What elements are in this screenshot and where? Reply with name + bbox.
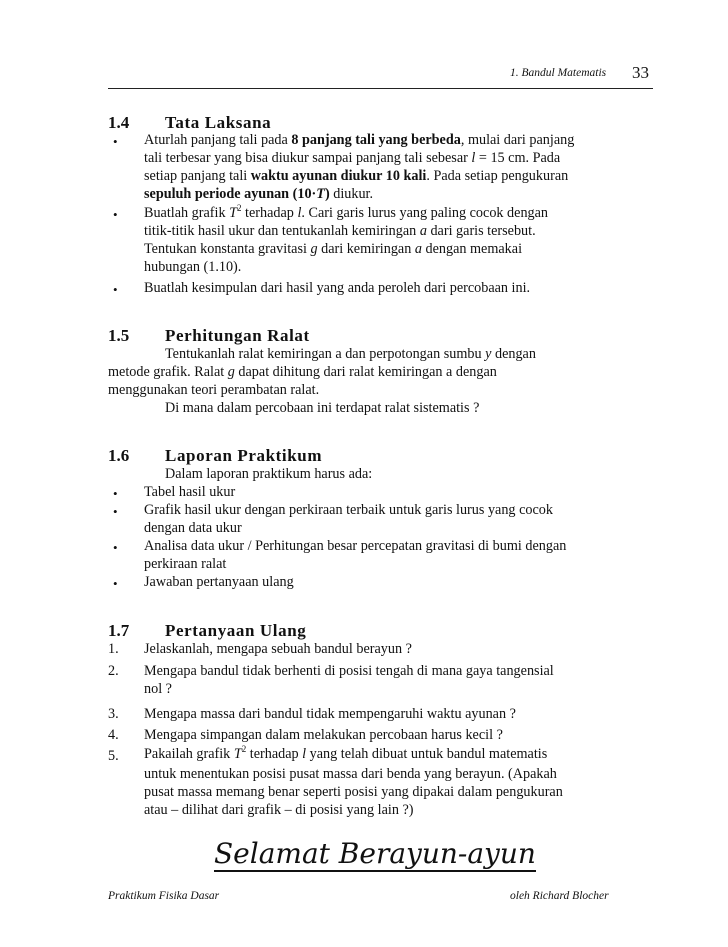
paragraph-line: tali terbesar yang bisa diukur sampai panjang tali sebesar l = 15 cm. Pada [144,150,561,166]
bullet: • [113,486,118,501]
paragraph-line: menggunakan teori perambatan ralat. [108,382,320,398]
bullet: • [113,576,118,591]
paragraph-line: titik-titik hasil ukur dan tentukanlah kemiringan a dari garis tersebut. [144,223,536,239]
question-text: Mengapa massa dari bandul tidak mempengaruhi waktu ayunan ? [144,706,516,722]
question-number: 3. [108,706,119,722]
question-number: 2. [108,663,119,679]
footer-left: Praktikum Fisika Dasar [108,890,220,902]
list-item: perkiraan ralat [144,556,227,572]
section-number: 1.4 [108,113,130,132]
section-title: Tata Laksana [165,113,272,132]
question-number: 4. [108,727,119,743]
list-item: dengan data ukur [144,520,242,536]
paragraph-line: Tentukanlah ralat kemiringan a dan perpotongan sumbu y dengan [165,346,536,362]
header-rule [108,88,653,89]
section-title: Perhitungan Ralat [165,326,310,345]
page-number: 33 [632,63,649,82]
section-title: Laporan Praktikum [165,446,323,465]
bullet: • [113,134,118,149]
paragraph-line: Buatlah grafik $T^2$ terhadap l. Cari garis lurus yang paling cocok dengan [144,203,549,221]
question-number: 1. [108,641,119,657]
bullet: • [113,282,118,297]
list-item: Grafik hasil ukur dengan perkiraan terbaik untuk garis lurus yang cocok [144,502,553,518]
paragraph-line: metode grafik. Ralat g dapat dihitung dari ralat kemiringan a dengan [108,364,497,380]
section-heading-1-4 [108,113,271,133]
question-text: untuk menentukan posisi pusat massa dari benda yang berayun. (Apakah [144,766,557,782]
bullet: • [113,540,118,555]
running-header-chapter: 1. Bandul Matematis [510,67,607,79]
list-item: Tabel hasil ukur [144,484,236,500]
bullet: • [113,504,118,519]
section-heading-1-7 [108,621,306,641]
question-text: Mengapa simpangan dalam melakukan percobaan harus kecil ? [144,727,503,743]
question-text: nol ? [144,681,172,697]
paragraph-line: Buatlah kesimpulan dari hasil yang anda peroleh dari percobaan ini. [144,280,531,296]
bullet: • [113,207,118,222]
section-heading-1-6 [108,446,322,466]
paragraph-line: sepuluh periode ayunan (10·T) diukur. [144,186,374,202]
closing-remark: Selamat Berayun-ayun [214,837,536,870]
paragraph-line: hubungan (1.10). [144,259,242,275]
question-text: pusat massa memang benar seperti posisi yang dipakai dalam pengukuran [144,784,563,800]
question-text: Mengapa bandul tidak berhenti di posisi tengah di mana gaya tangensial [144,663,554,679]
footer-right: oleh Richard Blocher [510,890,609,902]
paragraph-line: Dalam laporan praktikum harus ada: [165,466,373,482]
section-number: 1.6 [108,446,130,465]
section-heading-1-5 [108,326,310,346]
paragraph-line: setiap panjang tali waktu ayunan diukur 10 kali. Pada setiap pengukuran [144,168,569,184]
section-number: 1.5 [108,326,130,345]
paragraph-line: Tentukan konstanta gravitasi g dari kemiringan a dengan memakai [144,241,523,257]
question-text: Jelaskanlah, mengapa sebuah bandul berayun ? [144,641,412,657]
section-title: Pertanyaan Ulang [165,621,307,640]
list-item: Analisa data ukur / Perhitungan besar percepatan gravitasi di bumi dengan [144,538,567,554]
section-number: 1.7 [108,621,130,640]
question-text: Pakailah grafik $T^2$ terhadap l yang telah dibuat untuk bandul matematis [144,744,548,762]
paragraph-line: Aturlah panjang tali pada 8 panjang tali yang berbeda, mulai dari panjang [144,132,575,148]
question-number: 5. [108,748,119,764]
paragraph-line: Di mana dalam percobaan ini terdapat ralat sistematis ? [165,400,480,416]
question-text: atau – dilihat dari grafik – di posisi yang lain ?) [144,802,414,818]
list-item: Jawaban pertanyaan ulang [144,574,294,590]
